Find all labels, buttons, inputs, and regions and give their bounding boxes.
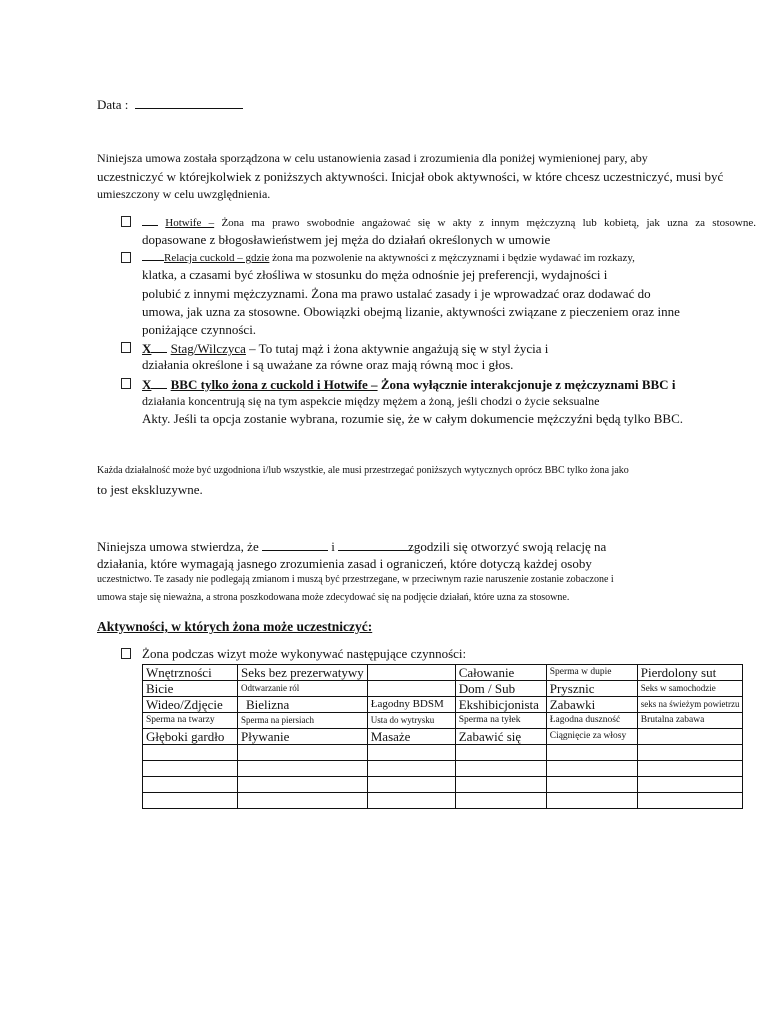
table-cell[interactable]	[637, 761, 743, 777]
table-cell[interactable]: Dom / Sub	[455, 681, 546, 697]
table-row	[143, 793, 743, 809]
table-cell[interactable]: Zabawki	[546, 697, 637, 713]
table-row	[143, 745, 743, 761]
section-heading: Aktywności, w których żona może uczestniczyć:	[97, 619, 373, 634]
checkbox-activities[interactable]	[121, 648, 131, 659]
table-cell[interactable]: Seks bez prezerwatywy	[238, 665, 368, 681]
table-cell[interactable]: Odtwarzanie ról	[238, 681, 368, 697]
date-label: Data :	[97, 97, 129, 112]
option-bbc-text-2: działania koncentrują się na tym aspekcie między mężem a żoną, jeśli chodzi o życie seksualne	[142, 394, 600, 408]
table-cell[interactable]	[367, 681, 455, 697]
option-bbc-text-1: Żona wyłącznie interakcjonuje z mężczyznami BBC i	[380, 377, 676, 392]
option-cuckold-text-1: żona ma pozwolenie na aktywności z mężczyznami i będzie wydawać im rozkazy,	[272, 252, 635, 264]
table-cell[interactable]: Sperma na piersiach	[238, 713, 368, 729]
option-cuckold-text-4: umowa, jak uzna za stosowne. Obowiązki obejmą lizanie, aktywności związane z pieczeniem oraz inne	[142, 304, 680, 319]
table-cell[interactable]: Bicie	[143, 681, 238, 697]
table-cell[interactable]	[367, 793, 455, 809]
table-cell[interactable]: Całowanie	[455, 665, 546, 681]
table-cell[interactable]	[455, 761, 546, 777]
partner-2-blank[interactable]	[338, 538, 412, 551]
table-cell[interactable]: Ekshibicjonista	[455, 697, 546, 713]
table-cell[interactable]	[367, 665, 455, 681]
checkbox-hotwife[interactable]	[121, 216, 131, 227]
table-cell[interactable]	[455, 777, 546, 793]
option-stag-text-2: działania określone i są uważane za równe oraz mają równą moc i głos.	[142, 357, 514, 372]
table-cell[interactable]: Sperma na twarzy	[143, 713, 238, 729]
agreement-line-1	[97, 538, 606, 555]
table-cell[interactable]	[546, 761, 637, 777]
table-cell[interactable]: Brutalna zabawa	[637, 713, 743, 729]
table-cell[interactable]	[546, 777, 637, 793]
option-stag-text-1: – To tutaj mąż i żona aktywnie angażują się w styl życia i	[249, 341, 549, 356]
option-cuckold	[142, 250, 635, 264]
date-field	[97, 96, 243, 113]
table-cell[interactable]: Zabawić się	[455, 729, 546, 745]
table-cell[interactable]: Ciągnięcie za włosy	[546, 729, 637, 745]
table-cell[interactable]: Seks w samochodzie	[637, 681, 743, 697]
table-cell[interactable]: seks na świeżym powietrzu	[637, 697, 743, 713]
note-line-1: Każda działalność może być uzgodniona i/lub wszystkie, ale musi przestrzegać poniższych wytycznych oprócz BBC tylko żona jako	[97, 465, 629, 476]
table-cell[interactable]	[367, 745, 455, 761]
table-cell[interactable]: Bielizna	[238, 697, 368, 713]
table-cell[interactable]	[637, 729, 743, 745]
option-stag-mark: X	[142, 341, 152, 356]
table-cell[interactable]	[238, 777, 368, 793]
option-cuckold-name: Relacja cuckold – gdzie	[164, 252, 270, 264]
option-stag	[142, 340, 548, 357]
table-cell[interactable]: Pierdolony sut	[637, 665, 743, 681]
intro-line-3: umieszczony w celu uwzględnienia.	[97, 187, 271, 201]
table-cell[interactable]: Wideo/Zdjęcie	[143, 697, 238, 713]
option-bbc-text-3: Akty. Jeśli ta opcja zostanie wybrana, rozumie się, że w całym dokumencie mężczyźni będą tylko BBC.	[142, 411, 684, 426]
intro-line-1: Niniejsza umowa została sporządzona w celu ustanowienia zasad i zrozumienia dla poniżej wymienionej pary, aby	[97, 151, 648, 165]
partner-1-blank[interactable]	[262, 538, 328, 551]
agreement-line-4: umowa staje się nieważna, a strona poszkodowana może zdecydować się na podjęcie działań, które uzna za stosowne.	[97, 592, 570, 603]
table-cell[interactable]: Usta do wytrysku	[367, 713, 455, 729]
table-cell[interactable]: Łagodny BDSM	[367, 697, 455, 713]
table-row	[143, 777, 743, 793]
table-cell[interactable]: Wnętrzności	[143, 665, 238, 681]
table-cell[interactable]: Masaże	[367, 729, 455, 745]
table-row	[143, 761, 743, 777]
checkbox-bbc[interactable]	[121, 378, 131, 389]
table-cell[interactable]	[367, 761, 455, 777]
agreement-line-2: działania, które wymagają jasnego zrozumienia zasad i ograniczeń, które dotyczą każdej osoby	[97, 556, 592, 571]
agreement-text-b: i	[331, 539, 335, 554]
table-cell[interactable]	[637, 777, 743, 793]
checkbox-cuckold[interactable]	[121, 252, 131, 263]
option-hotwife	[142, 214, 756, 230]
table-cell[interactable]	[546, 745, 637, 761]
table-row	[143, 665, 743, 681]
table-cell[interactable]	[455, 745, 546, 761]
date-blank[interactable]	[135, 96, 243, 109]
table-cell[interactable]	[143, 745, 238, 761]
intro-line-2: uczestniczyć w którejkolwiek z poniższych aktywności. Inicjał obok aktywności, w które chcesz uczestniczyć, musi być	[97, 169, 724, 184]
option-hotwife-text-1: Żona ma prawo swobodnie angażować się w akty z innym mężczyzną lub kobietą, jak uzna za stosowne.	[221, 217, 757, 229]
section-subline: Żona podczas wizyt może wykonywać następujące czynności:	[142, 646, 467, 661]
table-cell[interactable]	[238, 761, 368, 777]
option-stag-name: Stag/Wilczyca	[170, 341, 246, 356]
table-cell[interactable]: Pływanie	[238, 729, 368, 745]
table-cell[interactable]	[367, 777, 455, 793]
option-hotwife-text-2: dopasowane z błogosławieństwem jej męża do działań określonych w umowie	[142, 232, 551, 247]
table-cell[interactable]	[455, 793, 546, 809]
table-row	[143, 681, 743, 697]
table-cell[interactable]	[238, 745, 368, 761]
option-cuckold-text-2: klatka, a czasami być złośliwa w stosunku do męża odnośnie jej preferencji, wydajności i	[142, 267, 608, 282]
table-cell[interactable]: Głęboki gardło	[143, 729, 238, 745]
agreement-line-3: uczestnictwo. Te zasady nie podlegają zmianom i muszą być przestrzegane, w przeciwnym razie naruszenie zostanie zobaczone i	[97, 574, 614, 585]
option-cuckold-text-3: polubić z innymi mężczyznami. Żona ma prawo ustalać zasady i je wprowadzać oraz dodawać do	[142, 286, 651, 301]
table-row	[143, 729, 743, 745]
table-cell[interactable]	[143, 793, 238, 809]
table-cell[interactable]	[238, 793, 368, 809]
table-cell[interactable]	[143, 761, 238, 777]
activities-table	[142, 664, 743, 809]
option-bbc-mark: X	[142, 377, 152, 392]
agreement-text-c: zgodzili się otworzyć swoją relację na	[408, 539, 607, 554]
note-line-2: to jest ekskluzywne.	[97, 482, 203, 497]
table-cell[interactable]	[143, 777, 238, 793]
table-cell[interactable]: Sperma w dupie	[546, 665, 637, 681]
table-row	[143, 713, 743, 729]
table-cell[interactable]: Prysznic	[546, 681, 637, 697]
table-cell[interactable]	[637, 745, 743, 761]
option-cuckold-text-5: poniżające czynności.	[142, 322, 257, 337]
table-cell[interactable]	[546, 793, 637, 809]
table-cell[interactable]	[637, 793, 743, 809]
table-cell[interactable]: Sperma na tyłek	[455, 713, 546, 729]
option-bbc	[142, 376, 675, 393]
option-bbc-name: BBC tylko żona z cuckold i Hotwife –	[170, 377, 378, 392]
option-hotwife-name: Hotwife –	[165, 217, 215, 229]
table-row	[143, 697, 743, 713]
table-cell[interactable]: Łagodna duszność	[546, 713, 637, 729]
agreement-text-a: Niniejsza umowa stwierdza, że	[97, 539, 259, 554]
checkbox-stag[interactable]	[121, 342, 131, 353]
